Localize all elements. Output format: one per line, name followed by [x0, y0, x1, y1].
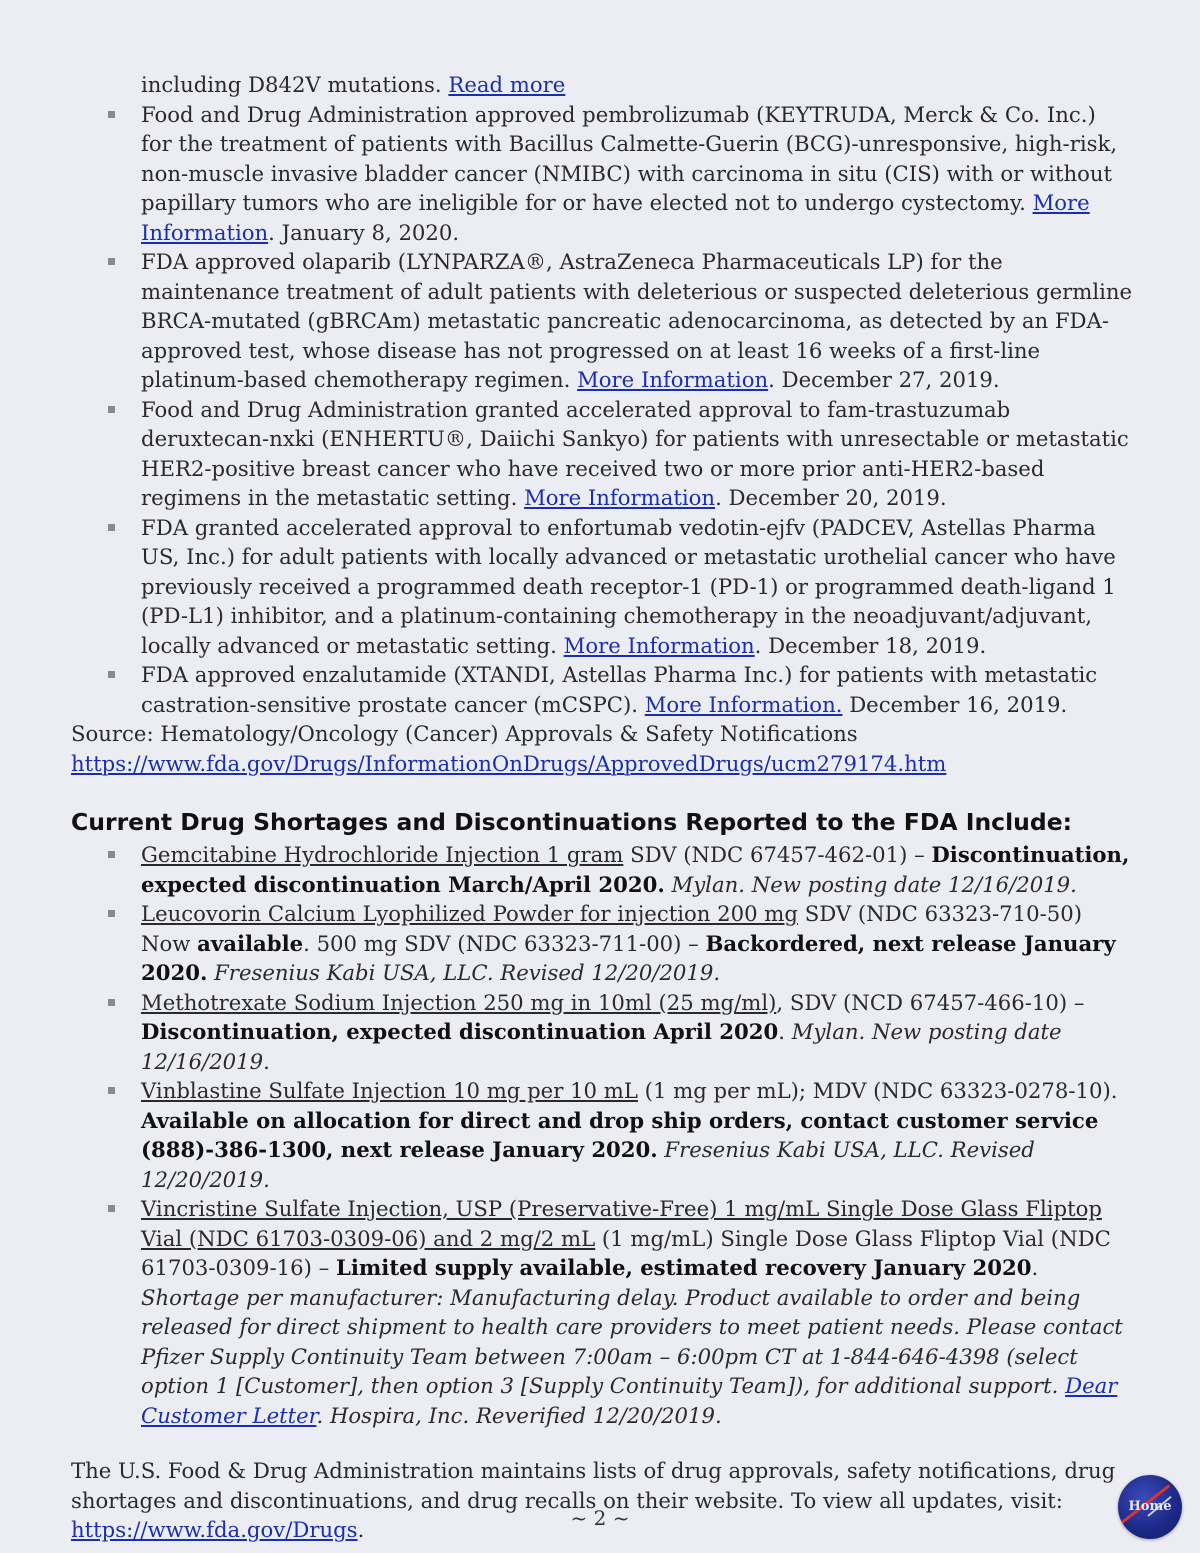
product-name[interactable]: Gemcitabine Hydrochloride Injection 1 gram	[141, 842, 624, 867]
separator-text: .	[1031, 1255, 1039, 1280]
bullet-icon	[108, 671, 115, 678]
approval-item	[71, 513, 1133, 661]
approval-date: . January 8, 2020.	[268, 219, 460, 245]
product-detail: . 500 mg SDV (NDC 63323-711-00) –	[303, 930, 706, 956]
shortage-item	[71, 899, 1133, 988]
bullet-icon	[108, 1205, 115, 1212]
product-detail: SDV (NDC 63323-710-50) Now	[141, 901, 1082, 956]
approval-text: FDA approved enzalutamide (XTANDI, Astellas Pharma Inc.) for patients with metastatic castration-sensitive prostate cancer (mCSPC).	[141, 662, 1098, 717]
manufacturer-note: Fresenius Kabi USA, LLC. Revised 12/20/2019.	[214, 960, 721, 985]
closing-paragraph	[71, 1456, 1133, 1545]
manufacturer-note: Mylan. New posting date 12/16/2019.	[141, 1019, 1062, 1074]
more-information-link[interactable]: More Information.	[644, 691, 843, 717]
approvals-list	[71, 100, 1133, 720]
home-label: Home	[1128, 1499, 1172, 1514]
approval-text: FDA granted accelerated approval to enfortumab vedotin-ejfv (PADCEV, Astellas Pharma US, Inc.) for adult patients with locally advanced or metastatic urothelial cancer who have previously received a programmed death receptor-1 (PD-1) or programmed death-ligand 1 (PD-L1) inhibitor, and a platinum-containing chemotherapy in the neoadjuvant/adjuvant, locally advanced or metastatic setting.	[141, 514, 1116, 658]
shortage-item	[71, 988, 1133, 1077]
separator-text	[665, 872, 672, 897]
separator-text: .	[778, 1019, 792, 1044]
closing-end: .	[357, 1517, 365, 1542]
fda-drugs-link[interactable]: https://www.fda.gov/Drugs	[71, 1517, 358, 1542]
approval-text: Food and Drug Administration approved pembrolizumab (KEYTRUDA, Merck & Co. Inc.) for the treatment of patients with Bacillus Calmette-Guerin (BCG)-unresponsive, high-risk, non-muscle invasive bladder cancer (NMIBC) with carcinoma in situ (CIS) with or without papillary tumors who are ineligible for or have elected not to undergo cystectomy.	[141, 101, 1118, 215]
approval-date: . December 27, 2019.	[768, 367, 1000, 392]
continued-text: including D842V mutations.	[141, 72, 449, 97]
source-text: Source: Hematology/Oncology (Cancer) Approvals & Safety Notifications	[71, 721, 858, 746]
page-number: ~ 2 ~	[570, 1506, 630, 1530]
product-detail: , SDV (NCD 67457-466-10) –	[776, 989, 1085, 1015]
manufacturer-note: Shortage per manufacturer: Manufacturing delay. Product available to order and being released for direct shipment to health care providers to meet patient needs. Please contact Pfizer Supply Continuity Team between 7:00am – 6:00pm CT at 1-844-646-4398 (select option 1 [Customer], then option 3 [Supply Continuity Team]), for additional support.	[141, 1284, 1123, 1398]
bullet-icon	[108, 999, 115, 1006]
continued-item	[71, 70, 1133, 100]
bullet-icon	[108, 258, 115, 265]
shortages-heading: Current Drug Shortages and Discontinuations Reported to the FDA Include:	[71, 808, 1073, 836]
document-body	[71, 70, 1133, 1545]
dear-customer-letter-link[interactable]: Dear Customer Letter	[141, 1373, 1118, 1428]
shortage-item	[71, 1076, 1133, 1194]
bullet-icon	[108, 406, 115, 413]
closing-text: The U.S. Food & Drug Administration maintains lists of drug approvals, safety notifications, drug shortages and discontinuations, and drug recalls on their website. To view all updates, visit:	[71, 1458, 1116, 1513]
product-detail: SDV (NDC 67457-462-01) –	[623, 842, 932, 867]
status-text: Discontinuation, expected discontinuation April 2020	[141, 1019, 779, 1044]
product-name[interactable]: Vinblastine Sulfate Injection 10 mg per 10 mL	[141, 1078, 638, 1103]
home-button[interactable]	[1118, 1475, 1182, 1539]
approval-date: December 16, 2019.	[842, 691, 1068, 717]
bullet-icon	[108, 1087, 115, 1094]
source-line	[71, 719, 1133, 778]
product-name[interactable]: Leucovorin Calcium Lyophilized Powder for injection 200 mg	[141, 901, 798, 926]
bullet-icon	[108, 851, 115, 858]
status-text: Backordered, next release January 2020.	[141, 930, 1116, 985]
approval-item	[71, 395, 1133, 513]
approval-text: Food and Drug Administration granted accelerated approval to fam-trastuzumab deruxtecan-nxki (ENHERTU®, Daiichi Sankyo) for patients with unresectable or metastatic HER2-positive breast cancer who have received two or more prior anti-HER2-based regimens in the metastatic setting.	[141, 396, 1129, 510]
status-text: available	[197, 930, 304, 956]
product-detail: (1 mg/mL) Single Dose Glass Fliptop Vial (NDC 61703-0309-16) –	[141, 1225, 1111, 1280]
more-information-link[interactable]: More Information	[524, 485, 716, 510]
approval-item	[71, 100, 1133, 248]
bullet-icon	[108, 111, 115, 118]
approval-date: . December 20, 2019.	[715, 485, 947, 510]
product-name[interactable]: Vincristine Sulfate Injection, USP (Preservative-Free) 1 mg/mL Single Dose Glass Fliptop Vial (NDC 61703-0309-06) and 2 mg/2 mL	[141, 1196, 1102, 1251]
shortage-item	[71, 840, 1133, 899]
more-information-link[interactable]: More Information	[563, 632, 755, 658]
manufacturer-note: Mylan. New posting date 12/16/2019.	[671, 871, 1077, 897]
product-name[interactable]: Methotrexate Sodium Injection 250 mg in 10ml (25 mg/ml)	[141, 989, 777, 1015]
shortage-item	[71, 1194, 1133, 1430]
manufacturer-note: Fresenius Kabi USA, LLC. Revised 12/20/2019.	[141, 1137, 1035, 1192]
shortages-list	[71, 840, 1133, 1430]
approval-item	[71, 660, 1133, 719]
bullet-icon	[108, 524, 115, 531]
more-information-link[interactable]: More Information	[141, 190, 1090, 245]
source-link[interactable]: https://www.fda.gov/Drugs/InformationOnDrugs/ApprovedDrugs/ucm279174.htm	[71, 750, 947, 776]
approval-text: FDA approved olaparib (LYNPARZA®, AstraZeneca Pharmaceuticals LP) for the maintenance treatment of adult patients with deleterious or suspected deleterious germline BRCA-mutated (gBRCAm) metastatic pancreatic adenocarcinoma, as detected by an FDA-approved test, whose disease has not progressed on at least 16 weeks of a first-line platinum-based chemotherapy regimen.	[141, 249, 1133, 392]
approval-item	[71, 247, 1133, 395]
product-detail: (1 mg per mL); MDV (NDC 63323-0278-10).	[637, 1078, 1118, 1103]
status-text: Available on allocation for direct and drop ship orders, contact customer service (888)-386-1300, next release January 2020.	[141, 1107, 1099, 1162]
manufacturer-note: . Hospira, Inc. Reverified 12/20/2019.	[316, 1402, 722, 1428]
status-text: Discontinuation, expected discontinuation March/April 2020.	[141, 842, 1130, 897]
more-information-link[interactable]: More Information	[577, 367, 769, 392]
bullet-icon	[108, 910, 115, 917]
status-text: Limited supply available, estimated recovery January 2020	[335, 1255, 1032, 1280]
read-more-link[interactable]: Read more	[448, 72, 566, 97]
approval-date: . December 18, 2019.	[754, 632, 987, 658]
